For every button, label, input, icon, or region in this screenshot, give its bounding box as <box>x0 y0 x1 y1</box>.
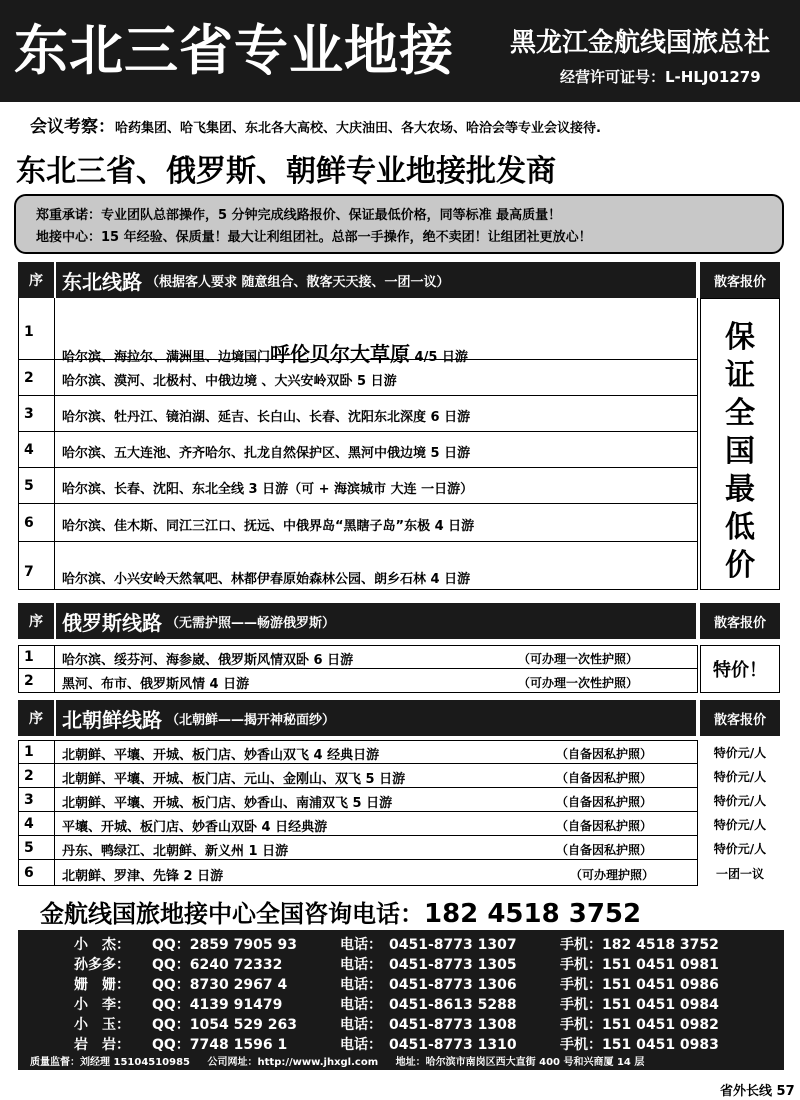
row-seq: 4 <box>24 816 34 832</box>
page-label: 省外长线 57 <box>720 1084 795 1099</box>
row-text: 哈尔滨、牡丹江、镜泊湖、延吉、长白山、长春、沈阳东北深度 6 日游 <box>62 410 471 425</box>
contact-mobile: 手机：151 0451 0984 <box>560 997 719 1013</box>
contact-tel: 电话： 0451-8773 1305 <box>340 957 517 973</box>
row-seq: 3 <box>24 792 34 808</box>
promise-line: 郑重承诺：专业团队总部操作，5 分钟完成线路报价、保证最低价格，同等标准 最高质量！ <box>36 208 562 223</box>
row-seq: 1 <box>24 744 34 760</box>
table-row <box>18 669 698 693</box>
lowest-price-note <box>701 319 779 585</box>
contact-tel: 电话： 0451-8773 1308 <box>340 1017 517 1033</box>
table-row <box>18 396 698 432</box>
table-row <box>18 645 698 669</box>
contact-row <box>18 934 784 954</box>
quality-supervisor: 质量监督：刘经理 15104510985 <box>30 1057 191 1068</box>
northeast-seq-header: 序 <box>18 262 54 298</box>
row-text: 哈尔滨、佳木斯、同江三江口、抚远、中俄界岛“黑瞎子岛”东极 4 日游 <box>62 519 475 534</box>
table-row <box>18 740 698 764</box>
korea-seq-header: 序 <box>18 700 54 736</box>
row-price: 特价元/人 <box>713 794 767 808</box>
contact-tel: 电话： 0451-8773 1307 <box>340 937 517 953</box>
hotline-number: 182 4518 3752 <box>424 899 642 929</box>
northeast-title-header <box>56 262 696 298</box>
row-seq: 2 <box>24 673 34 689</box>
row-price: 一团一议 <box>715 867 764 881</box>
row-seq: 5 <box>24 840 34 856</box>
contact-row <box>18 1014 784 1034</box>
korea-price-header: 散客报价 <box>700 700 780 736</box>
special-price-note: 特价！ <box>713 660 767 681</box>
contact-tel: 电话： 0451-8613 5288 <box>340 997 517 1013</box>
row-seq: 3 <box>24 406 34 422</box>
row-price: 特价元/人 <box>713 818 767 832</box>
table-row <box>18 360 698 396</box>
row-seq: 1 <box>24 649 34 665</box>
contact-name: 小 李： <box>74 997 130 1013</box>
company-name: 黑龙江金航线国旅总社 <box>510 28 771 58</box>
row-note: （自备因私护照） <box>556 819 653 833</box>
contact-name: 岩 岩： <box>74 1037 130 1053</box>
table-row <box>18 468 698 504</box>
row-text: 北朝鲜、罗津、先锋 2 日游 <box>62 869 224 884</box>
contact-mobile: 手机：182 4518 3752 <box>560 937 719 953</box>
contact-row <box>18 974 784 994</box>
conference-text: 哈药集团、哈飞集团、东北各大高校、大庆油田、各大农场、哈洽会等专业会议接待. <box>115 121 601 136</box>
korea-subtitle: （北朝鲜——揭开神秘面纱） <box>166 712 336 728</box>
row-suffix: 4/5 日游 <box>414 350 468 365</box>
contact-qq: QQ：8730 2967 4 <box>152 977 288 993</box>
table-row <box>18 860 698 886</box>
row-note: （可办理一次性护照） <box>518 652 639 666</box>
license-number: 经营许可证号：L-HLJ01279 <box>560 68 761 86</box>
row-text: 北朝鲜、平壤、开城、板门店、妙香山、南浦双飞 5 日游 <box>62 796 393 811</box>
row-price: 特价元/人 <box>713 842 767 856</box>
row-seq: 1 <box>24 324 34 340</box>
row-text: 哈尔滨、五大连池、齐齐哈尔、扎龙自然保护区、黑河中俄边境 5 日游 <box>62 446 471 461</box>
contact-tel: 电话： 0451-8773 1306 <box>340 977 517 993</box>
contact-qq: QQ：4139 91479 <box>152 997 283 1013</box>
row-highlight: 呼伦贝尔大草原 <box>270 342 411 366</box>
row-text: 哈尔滨、海拉尔、满洲里、边境国门呼伦贝尔大草原 4/5 日游 <box>62 342 468 366</box>
hotline-label: 金航线国旅地接中心全国咨询电话： <box>40 900 424 928</box>
row-text: 哈尔滨、小兴安岭天然氧吧、林都伊春原始森林公园、朗乡石林 4 日游 <box>62 572 471 587</box>
contact-name: 孙多多： <box>74 957 130 973</box>
table-row <box>18 836 698 860</box>
korea-title: 北朝鲜线路 <box>62 707 162 732</box>
contact-mobile: 手机：151 0451 0981 <box>560 957 719 973</box>
northeast-subtitle: （根据客人要求 随意组合、散客天天接、一团一议） <box>146 274 450 290</box>
northeast-price-box <box>700 298 780 590</box>
promise-line: 地接中心：15 年经验、保质量！最大让利组团社。总部一手操作，绝不卖团！让组团社更放心！ <box>36 230 592 245</box>
contact-row <box>18 954 784 974</box>
row-price: 特价元/人 <box>713 770 767 784</box>
contact-qq: QQ：1054 529 263 <box>152 1017 297 1033</box>
northeast-title: 东北线路 <box>62 269 142 294</box>
contact-qq: QQ：2859 7905 93 <box>152 937 297 953</box>
contact-name: 姗 姗： <box>74 977 130 993</box>
russia-seq-header: 序 <box>18 603 54 639</box>
row-note: （自备因私护照） <box>556 747 653 761</box>
row-text: 丹东、鸭绿江、北朝鲜、新义州 1 日游 <box>62 844 289 859</box>
table-row <box>18 788 698 812</box>
russia-subtitle: （无需护照——畅游俄罗斯） <box>166 615 336 631</box>
wholesale-title: 东北三省、俄罗斯、朝鲜专业地接批发商 <box>16 154 556 189</box>
russia-price-box <box>700 645 780 693</box>
northeast-price-header: 散客报价 <box>700 262 780 298</box>
contact-row <box>18 994 784 1014</box>
row-note: （可办理一次性护照） <box>518 676 639 690</box>
row-seq: 7 <box>24 564 34 580</box>
main-title: 东北三省专业地接 <box>14 19 454 82</box>
table-row <box>18 432 698 468</box>
table-row <box>18 812 698 836</box>
korea-title-header <box>56 700 696 736</box>
row-seq: 4 <box>24 442 34 458</box>
row-seq: 2 <box>24 768 34 784</box>
row-seq: 6 <box>24 515 34 531</box>
table-row <box>18 764 698 788</box>
company-address: 地址：哈尔滨市南岗区西大直街 400 号和兴商厦 14 层 <box>395 1057 645 1068</box>
row-text: 北朝鲜、平壤、开城、板门店、元山、金刚山、双飞 5 日游 <box>62 772 406 787</box>
row-text: 哈尔滨、绥芬河、海参崴、俄罗斯风情双卧 6 日游 <box>62 653 354 668</box>
contact-row <box>18 1034 784 1054</box>
row-text: 哈尔滨、长春、沈阳、东北全线 3 日游（可 + 海滨城市 大连 一日游） <box>62 482 474 497</box>
row-text: 北朝鲜、平壤、开城、板门店、妙香山双飞 4 经典日游 <box>62 748 380 763</box>
russia-title-header <box>56 603 696 639</box>
table-row <box>18 504 698 542</box>
contact-name: 小 玉： <box>74 1017 130 1033</box>
row-price: 特价元/人 <box>713 746 767 760</box>
row-note: （自备因私护照） <box>556 843 653 857</box>
conference-line <box>30 112 601 137</box>
contacts-block <box>18 930 784 1070</box>
row-seq: 6 <box>24 865 34 881</box>
row-note: （自备因私护照） <box>556 795 653 809</box>
russia-title: 俄罗斯线路 <box>62 610 162 635</box>
contact-mobile: 手机：151 0451 0986 <box>560 977 719 993</box>
row-note: （可办理护照） <box>570 868 655 882</box>
contact-name: 小 杰： <box>74 937 130 953</box>
row-note: （自备因私护照） <box>556 771 653 785</box>
row-seq: 5 <box>24 478 34 494</box>
russia-price-header: 散客报价 <box>700 603 780 639</box>
footer-info <box>30 1053 658 1068</box>
row-seq: 2 <box>24 370 34 386</box>
promise-box <box>14 194 784 254</box>
row-text: 哈尔滨、漠河、北极村、中俄边境 、大兴安岭双卧 5 日游 <box>62 374 397 389</box>
row-text: 黑河、布市、俄罗斯风情 4 日游 <box>62 677 250 692</box>
table-row <box>18 542 698 590</box>
company-website[interactable]: 公司网址：http://www.jhxgl.com <box>207 1057 379 1068</box>
header-banner <box>0 0 800 102</box>
price-note-text: 保 证 全 国 最 低 价 <box>725 320 755 583</box>
table-row <box>18 298 698 366</box>
contact-qq: QQ：7748 1596 1 <box>152 1037 288 1053</box>
contact-qq: QQ：6240 72332 <box>152 957 283 973</box>
contact-mobile: 手机：151 0451 0982 <box>560 1017 719 1033</box>
row-text: 平壤、开城、板门店、妙香山双卧 4 日经典游 <box>62 820 328 835</box>
contact-mobile: 手机：151 0451 0983 <box>560 1037 719 1053</box>
conference-label: 会议考察： <box>30 117 115 137</box>
contact-tel: 电话： 0451-8773 1310 <box>340 1037 517 1053</box>
hotline <box>40 894 641 929</box>
